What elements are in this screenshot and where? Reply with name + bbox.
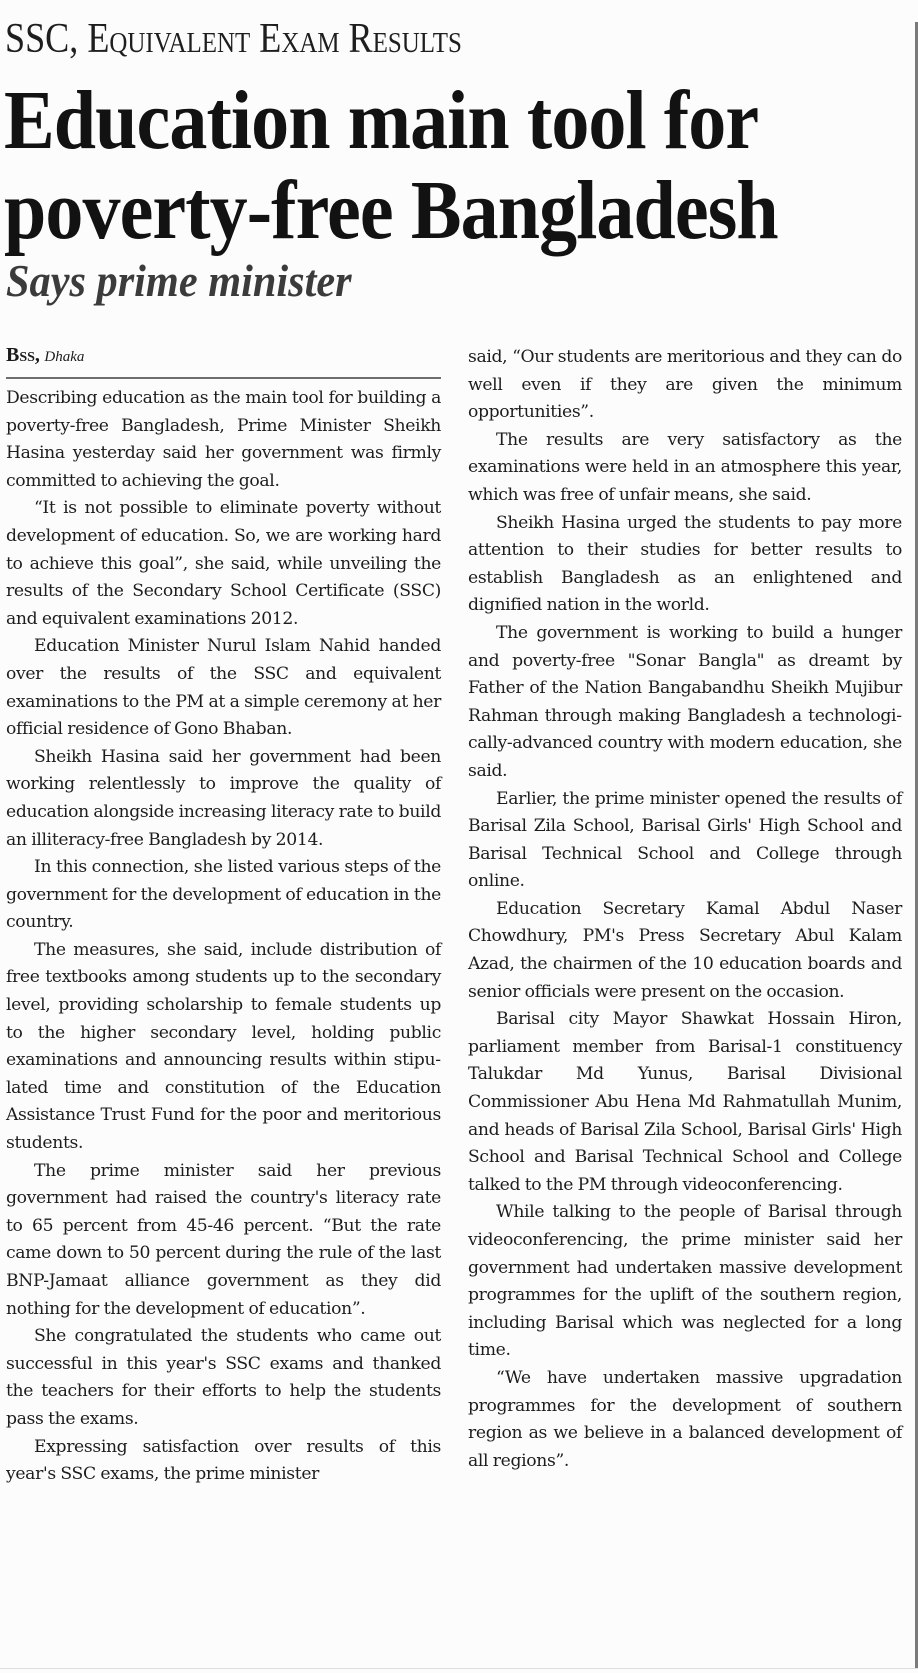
byline-divider	[6, 377, 441, 379]
byline-agency: Bss,	[6, 344, 40, 366]
headline-line-1: Education main tool for	[4, 74, 759, 167]
paragraph: Expressing satisfaction over results of this year's SSC exams, the prime minister	[6, 1436, 441, 1485]
paragraph: The prime minister said her previous government had raised the country's literacy rate to 65 percent from 45-46 percent. “But the rate came down to 50 percent during the rule of the last BNP-Jamaat alliance government as they did nothing for the development of education”.	[6, 1160, 441, 1319]
paragraph: Describing education as the main tool for building a poverty-free Bangladesh, Prime Minister Sheikh Hasina yesterday said her government was firmly committed to achieving the goal.	[6, 388, 441, 491]
byline-place: Dhaka	[44, 349, 85, 365]
paragraph: In this connection, she listed various steps of the government for the development of education in the country.	[6, 857, 441, 933]
section-kicker: SSC, Equivalent Exam Results	[5, 16, 462, 62]
paragraph: The results are very satisfactory as the examinations were held in an atmosphere this year, which was free of unfair means, she said.	[468, 429, 902, 505]
article-column-left	[6, 385, 441, 1489]
paragraph: Sheikh Hasina said her government had been working relentlessly to improve the quality of education alongside increasing literacy rate to build an illiteracy-free Bangladesh by 2014.	[6, 746, 441, 850]
paragraph: “It is not possible to eliminate poverty without development of education. So, we are working hard to achieve this goal”, she said, while unveiling the results of the Secondary School Certificate (SSC) and equivalent examinations 2012.	[6, 498, 441, 629]
paragraph: Barisal city Mayor Shawkat Hossain Hiron, parliament member from Barisal-1 constituency Talukdar Md Yunus, Barisal Divisional Commissioner Abu Hena Md Rahmatullah Munim, and heads of Barisal Zila School, Barisal Girls' High School and Barisal Technical School and College talked to the PM through videoconferencing.	[468, 1009, 902, 1195]
paragraph: “We have undertaken massive upgradation programmes for the development of southern region as we believe in a balanced development of all regions”.	[468, 1367, 902, 1471]
subheadline: Says prime minister	[6, 255, 352, 306]
byline	[6, 344, 84, 368]
paragraph: The measures, she said, include distribution of free textbooks among students up to the secondary level, providing scholarship to female students up to the higher secondary level, holding public examinations and announcing results within stipulated time and constitution of the Education Assistance Trust Fund for the poor and meritorious students.	[6, 939, 441, 1154]
paragraph: She congratulated the students who came out successful in this year's SSC exams and thanked the teachers for their efforts to help the students pass the exams.	[6, 1326, 441, 1429]
paragraph: The government is working to build a hunger and poverty-free "Sonar Bangla" as dreamt by Father of the Nation Bangabandhu Sheikh Mujibur Rahman through making Bangladesh a technologically-advanced country with modern education, she said.	[468, 622, 902, 781]
paragraph-continued: said, “Our students are meritorious and they can do well even if they are given the minimum opportunities”.	[468, 347, 902, 423]
paragraph: Sheikh Hasina urged the students to pay more attention to their studies for better results to establish Bangladesh as an enlightened and dignified nation in the world.	[468, 512, 902, 616]
paragraph: Earlier, the prime minister opened the results of Barisal Zila School, Barisal Girls' High School and Barisal Technical School and College through online.	[468, 788, 902, 892]
headline	[4, 76, 778, 256]
paragraph: Education Minister Nurul Islam Nahid handed over the results of the SSC and equivalent examinations to the PM at a simple ceremony at her official residence of Gono Bhaban.	[6, 636, 441, 740]
headline-line-2: poverty-free Bangladesh	[4, 164, 778, 257]
paragraph: Education Secretary Kamal Abdul Naser Chowdhury, PM's Press Secretary Abul Kalam Azad, the chairmen of the 10 education boards and senior officials were present on the occasion.	[468, 898, 902, 1002]
page-border-bottom	[0, 1668, 918, 1669]
article-column-right	[468, 344, 902, 1475]
paragraph: While talking to the people of Barisal through videoconferencing, the prime minister said her government had undertaken massive development programmes for the uplift of the southern region, including Barisal which was neglected for a long time.	[468, 1202, 902, 1361]
